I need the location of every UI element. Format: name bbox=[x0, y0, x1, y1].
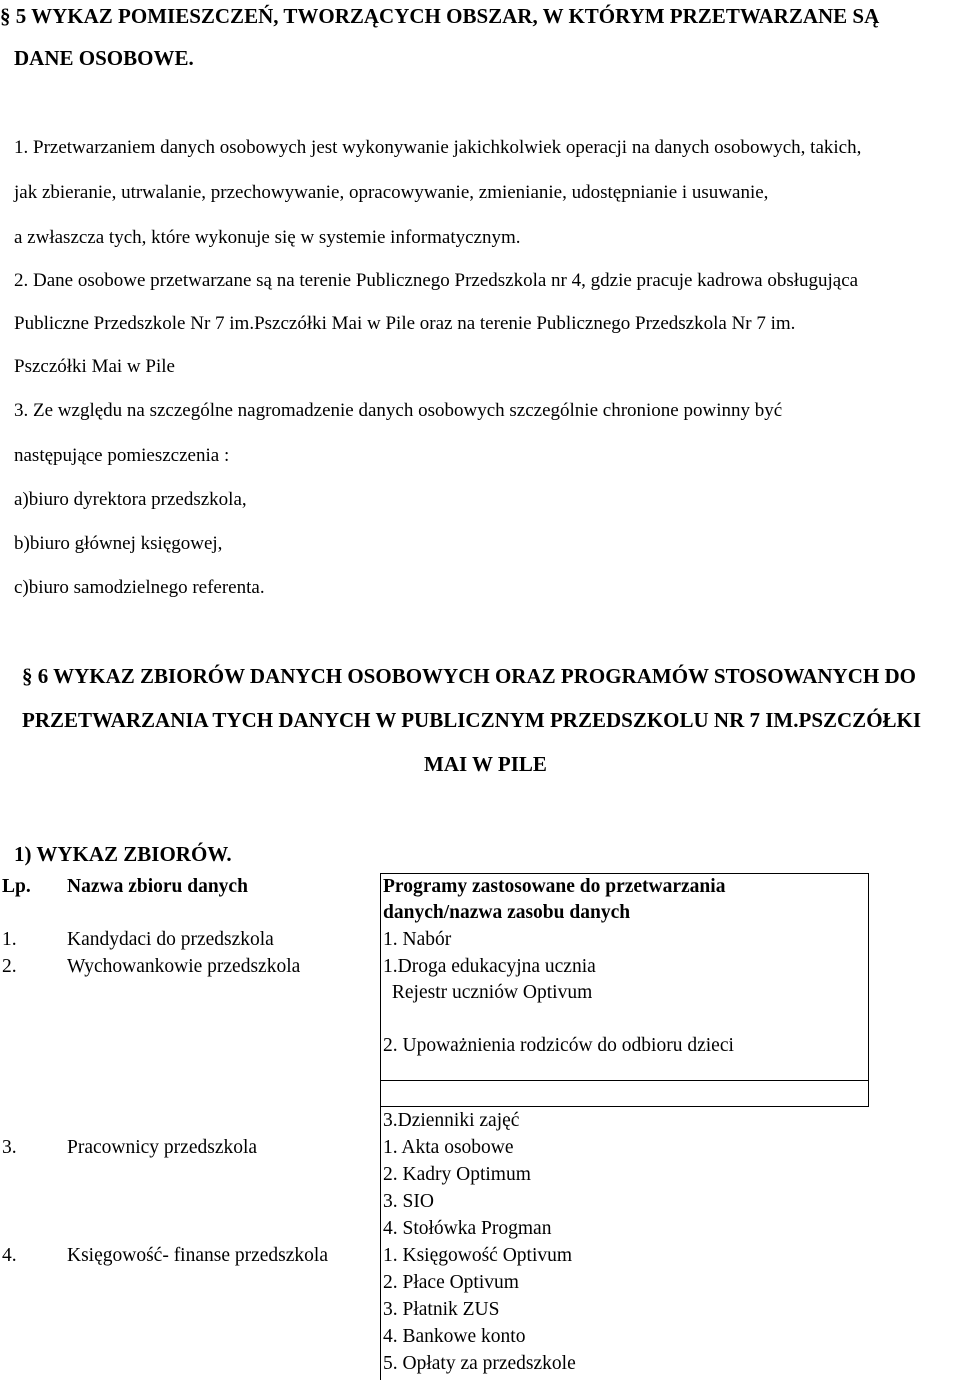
subheading-data-sets: 1) WYKAZ ZBIORÓW. bbox=[14, 842, 232, 866]
table-cell-program: 2. Upoważnienia rodziców do odbioru dzieci bbox=[383, 1035, 734, 1056]
column-header-lp: Lp. bbox=[2, 876, 31, 897]
paragraph-3-line-1: 3. Ze względu na szczególne nagromadzenie danych osobowych szczególnie chronione powinny być bbox=[14, 400, 783, 421]
paragraph-symbol: § bbox=[0, 4, 11, 28]
table-cell-program: Rejestr uczniów Optivum bbox=[387, 982, 593, 1003]
table-row-divider bbox=[380, 1106, 869, 1107]
table-cell-program: 1. Akta osobowe bbox=[383, 1137, 514, 1158]
section-6-title-text: 6 WYKAZ ZBIORÓW DANYCH OSOBOWYCH ORAZ PROGRAMÓW STOSOWANYCH DO bbox=[37, 664, 916, 688]
table-cell-lp: 4. bbox=[2, 1245, 17, 1266]
table-cell-name: Wychowankowie przedszkola bbox=[67, 956, 301, 977]
table-border-top bbox=[380, 873, 869, 874]
table-cell-program: 1. Księgowość Optivum bbox=[383, 1245, 573, 1266]
section-6-title-line-1 bbox=[22, 664, 916, 689]
table-cell-program: 3. Płatnik ZUS bbox=[383, 1299, 500, 1320]
table-cell-name: Kandydaci do przedszkola bbox=[67, 929, 274, 950]
table-cell-name: Księgowość- finanse przedszkola bbox=[67, 1245, 328, 1266]
table-cell-program: 1. Nabór bbox=[383, 929, 452, 950]
paragraph-2-line-2: Publiczne Przedszkole Nr 7 im.Pszczółki Mai w Pile oraz na terenie Publicznego Przedszkola Nr 7 im. bbox=[14, 313, 796, 334]
table-cell-program: 2. Kadry Optimum bbox=[383, 1164, 531, 1185]
column-header-name: Nazwa zbioru danych bbox=[67, 876, 248, 897]
table-border-left bbox=[380, 873, 381, 1380]
table-cell-program: 5. Opłaty za przedszkole bbox=[383, 1353, 576, 1374]
table-cell-program: 3.Dzienniki zajęć bbox=[383, 1110, 520, 1131]
table-cell-program: 4. Stołówka Progman bbox=[383, 1218, 552, 1239]
table-cell-lp: 2. bbox=[2, 956, 17, 977]
section-6-title-line-3: MAI W PILE bbox=[424, 752, 547, 776]
section-5-title-line-2: DANE OSOBOWE. bbox=[14, 46, 194, 70]
table-cell-lp: 1. bbox=[2, 929, 17, 950]
table-cell-program: 3. SIO bbox=[383, 1191, 434, 1212]
table-border-right bbox=[868, 873, 869, 1107]
paragraph-2-line-3: Pszczółki Mai w Pile bbox=[14, 356, 175, 377]
section-5-title-line-1 bbox=[0, 4, 879, 29]
table-cell-program: 2. Płace Optivum bbox=[383, 1272, 519, 1293]
column-header-programs: Programy zastosowane do przetwarzania bbox=[383, 876, 726, 897]
paragraph-3-line-2: następujące pomieszczenia : bbox=[14, 445, 230, 466]
column-header-programs-cont: danych/nazwa zasobu danych bbox=[383, 902, 631, 923]
room-list-item-b: b)biuro głównej księgowej, bbox=[14, 533, 223, 554]
paragraph-1-line-2: jak zbieranie, utrwalanie, przechowywanie, opracowywanie, zmienianie, udostępnianie i usuwanie, bbox=[14, 182, 769, 203]
table-cell-name: Pracownicy przedszkola bbox=[67, 1137, 258, 1158]
table-cell-lp: 3. bbox=[2, 1137, 17, 1158]
table-cell-program: 1.Droga edukacyjna ucznia bbox=[383, 956, 596, 977]
paragraph-2-line-1: 2. Dane osobowe przetwarzane są na terenie Publicznego Przedszkola nr 4, gdzie pracuje kadrowa obsługująca bbox=[14, 270, 859, 291]
paragraph-1-line-1: 1. Przetwarzaniem danych osobowych jest wykonywanie jakichkolwiek operacji na danych osobowych, takich, bbox=[14, 137, 862, 158]
room-list-item-c: c)biuro samodzielnego referenta. bbox=[14, 577, 265, 598]
paragraph-1-line-3: a zwłaszcza tych, które wykonuje się w systemie informatycznym. bbox=[14, 227, 521, 248]
section-5-title-text: 5 WYKAZ POMIESZCZEŃ, TWORZĄCYCH OBSZAR, W KTÓRYM PRZETWARZANE SĄ bbox=[15, 4, 880, 28]
section-6-title-line-2: PRZETWARZANIA TYCH DANYCH W PUBLICZNYM PRZEDSZKOLU NR 7 IM.PSZCZÓŁKI bbox=[22, 708, 922, 732]
paragraph-symbol: § bbox=[22, 664, 33, 688]
table-cell-program: 4. Bankowe konto bbox=[383, 1326, 526, 1347]
table-row-divider bbox=[380, 1080, 869, 1081]
room-list-item-a: a)biuro dyrektora przedszkola, bbox=[14, 489, 247, 510]
